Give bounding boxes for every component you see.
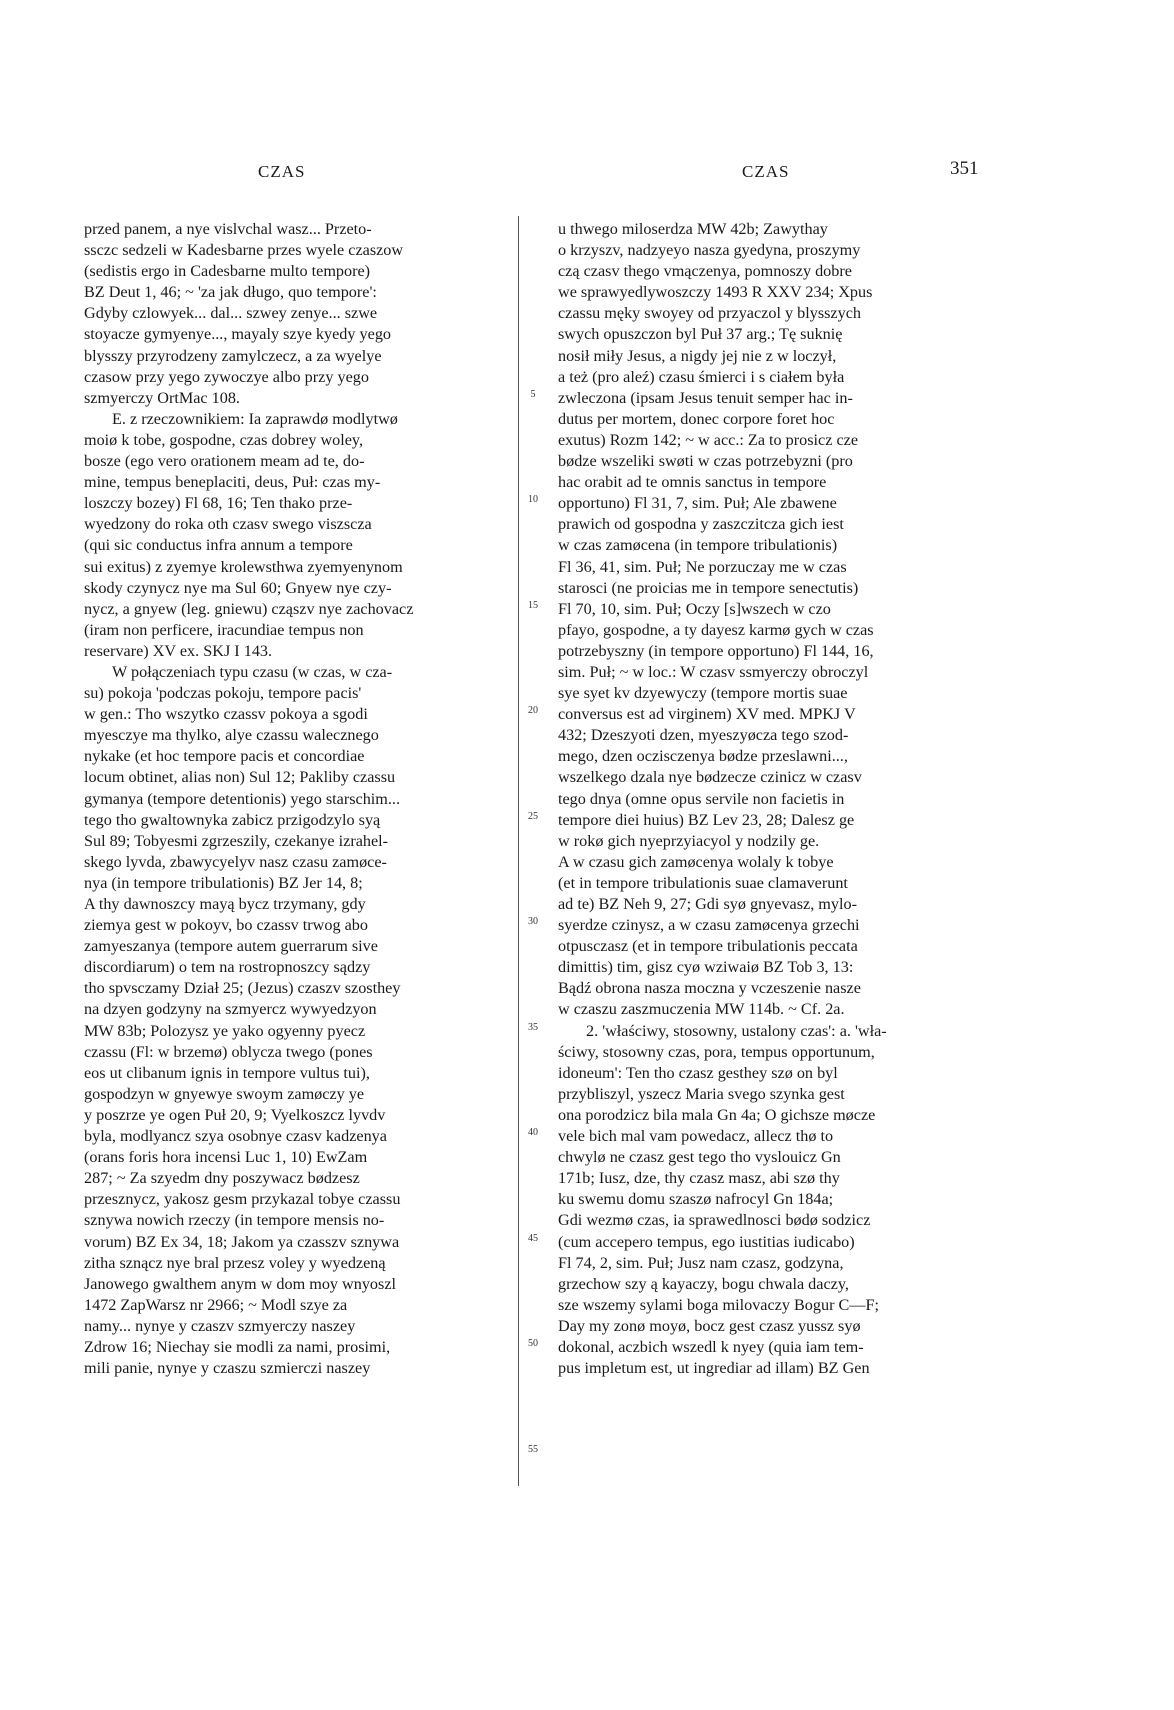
paragraph: przed panem, a nye vislvchal wasz... Przeto- ssczc sedzeli w Kadesbarne przes wyele czaszow (sedistis ergo in Cadesbarne multo tempore) BZ Deut 1, 46; ~ 'za jak długo, quo tempore': Gdyby czlowyek... dal... szwey zenye... szwe stoyacze gymyenye..., mayaly szye kyedy yego blysszy przyrodzeny zamylczecz, a za wyelye czasow przy yego zywoczye albo przy yego szmyerczy OrtMac 108. <box>84 220 404 407</box>
line-number: 55 <box>528 1444 538 1455</box>
paragraph: u thwego miloserdza MW 42b; Zawythay o krzyszv, nadzyeyo nasza gyedyna, proszymy czą czasv thego vmączenya, pomnoszy dobre we sprawyedlywoszczy 1493 R XXV 234; Xpus czassu męky swoyey od przyaczol y blysszych swych opuszczon byl Puł 37 arg.; Tę suknię nosił miły Jesus, a nigdy jej nie z w loczył, a też (pro aleź) czasu śmierci i s ciałem była zwleczona (ipsam Jesus tenuit semper hac in- dutus per mortem, donec corpore foret hoc exutus) Rozm 142; ~ w acc.: Za to prosicz cze bødze wszeliki swøti w czas potrzebyzni (pro hac orabit ad te omnis sanctus in tempore opportuno) Fl 31, 7, sim. Puł; Ale zbawene prawich od gospodna y zaszczitcza gich iest w czas zamøcena (in tempore tribulationis) Fl 36, 41, sim. Puł; Ne porzuczay me w czas starosci (ne proicias me in tempore senectutis) Fl 70, 10, sim. Puł; Oczy [s]wszech w czo pfayo, gospodne, a ty dayesz karmø gych w czas potrzebyszny (in tempore opportuno) Fl 144, 16, sim. Puł; ~ w loc.: W czasv ssmyerczy obroczyl sye syet kv dzyewyczy (tempore mortis suae conversus est ad virginem) XV med. MPKJ V 432; Dzeszyoti dzen, myeszyøcza tego szod- mego, dzen oczisczenya bødze przeslawni..., wszelkego dzala nye bødzecze czinicz w czasv tego dnya (omne opus servile non facietis in tempore diei huius) BZ Lev 23, 28; Dalesz ge w rokø gich nyeprzyiacyol y nodzily ge. A w czasu gich zamøcenya wolaly k tobye (et in tempore tribulationis suae clamaverunt ad te) BZ Neh 9, 27; Gdi syø gnyevasz, mylo- syerdze czinysz, a w czasu zamøcenya grzechi otpusczasz (et in tempore tribulationis peccata dimittis) tim, gisz cyø wziwaiø BZ Tob 3, 13: Bądź obrona nasza moczna y vczeszenie nasze w czaszu zaszmuczenia MW 114b. ~ Cf. 2a. <box>558 220 874 1019</box>
running-head-left: CZAS <box>258 162 306 181</box>
line-number: 50 <box>528 1338 538 1349</box>
line-number: 35 <box>528 1022 538 1033</box>
left-column <box>84 219 502 1379</box>
line-number: 20 <box>528 705 538 716</box>
running-head-right: CZAS <box>742 162 790 181</box>
line-number: 5 <box>530 389 536 400</box>
line-number: 10 <box>528 494 538 505</box>
column-divider <box>518 216 519 1486</box>
right-column <box>558 219 976 1379</box>
paragraph: E. z rzeczownikiem: Ia zaprawdø modlytwø moiø k tobe, gospodne, czas dobrey woley, bosze (ego vero orationem meam ad te, do- mine, tempus beneplaciti, deus, Puł: czas my- loszczy bozey) Fl 68, 16; Ten thako prze- wyedzony do roka oth czasv swego viszscza (qui sic conductus infra annum a tempore sui exitus) z zyemye krolewsthwa zyemyenynom skody czynycz nye ma Sul 60; Gnyew nye czy- nycz, a gnyew (leg. gniewu) cząszv nye zachovacz (iram non perficere, iracundiae tempus non reservare) XV ex. SKJ I 143. <box>84 409 414 660</box>
line-number: 15 <box>528 600 538 611</box>
line-numbers <box>523 0 543 1710</box>
line-number: 40 <box>528 1127 538 1138</box>
paragraph: W połączeniach typu czasu (w czas, w cza- su) pokoja 'podczas pokoju, tempore pacis' w gen.: Tho wszytko czassv pokoya a sgodi myesczye ma thylko, alye czassu walecznego nykake (et hoc tempore pacis et concordiae locum obtinet, alias non) Sul 12; Pakliby czassu gymanya (tempore detentionis) yego starschim... tego tho gwaltownyka zabicz przigodzylo syą Sul 89; Tobyesmi zgrzeszily, czekanye izrahel- skego lyvda, zbawycyelyv nasz czasu zamøce- nya (in tempore tribulationis) BZ Jer 14, 8; A thy dawnoszcy mayą bycz trzymany, gdy ziemya gest w pokoyv, bo czassv trwog abo zamyeszanya (tempore autem guerrarum sive discordiarum) o tem na rostropnoszcy sądzy tho spvsczamy Dział 25; (Jezus) czaszv szosthey na dzyen godzyny na szmyercz wywyedzyon MW 83b; Polozysz ye yako ogyenny pyecz czassu (Fl: w brzemø) oblycza twego (pones eos ut clibanum ignis in tempore vultus tui), gospodzyn w gnyewye swoym zamøczy ye y poszrze ye ogen Puł 20, 9; Vyelkoszcz lyvdv byla, modlyancz szya osobnye czasv kadzenya (orans foris hora incensi Luc 1, 10) EwZam 287; ~ Za szyedm dny poszywacz bødzesz przesznycz, yakosz gesm przykazal tobye czassu sznywa nowich rzeczy (in tempore mensis no- vorum) BZ Ex 34, 18; Jakom ya czasszv sznywa zitha sznącz nye bral przesz voley y wyedzeną Janowego gwalthem anym w dom moy wnyoszl 1472 ZapWarsz nr 2966; ~ Modl szye za namy... nynye y czaszv szmyerczy naszey Zdrow 16; Niechay sie modli za nami, prosimi, mili panie, nynye y czaszu szmierczi naszey <box>84 662 401 1378</box>
page-number: 351 <box>950 158 979 179</box>
line-number: 30 <box>528 916 538 927</box>
line-number: 25 <box>528 811 538 822</box>
line-number: 45 <box>528 1233 538 1244</box>
paragraph: 2. 'właściwy, stosowny, ustalony czas': a. 'wła- ściwy, stosowny czas, pora, tempus opportunum, idoneum': Ten tho czasz gesthey szø on byl przybliszyl, yszecz Maria svego szynka gest ona porodzicz bila mala Gn 4a; O gichsze møcze vele bich mal vam powedacz, allecz thø to chwylø ne czasz gest tego tho vyslouicz Gn 171b; Iusz, dze, thy czasz masz, abi szø thy ku swemu domu szaszø nafrocyl Gn 184a; Gdi wezmø czas, ia sprawedlnosci bødø sodzicz (cum accepero tempus, ego iustitias iudicabo) Fl 74, 2, sim. Puł; Jusz nam czasz, godzyna, grzechow szy ą kayaczy, bogu chwala daczy, sze wszemy sylami boga milovaczy Bogur C—F; Day my zonø moyø, bocz gest czasz yussz syø dokonal, aczbich wszedl k nyey (quia iam tem- pus impletum est, ut ingrediar ad illam) BZ Gen <box>558 1021 887 1378</box>
